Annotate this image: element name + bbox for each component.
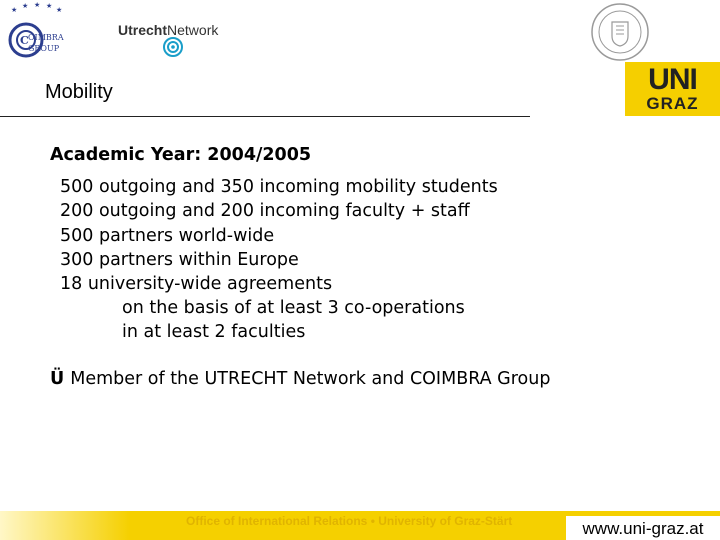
footer-bar [0,511,720,540]
svg-text:★: ★ [34,2,41,9]
membership-text: Member of the UTRECHT Network and COIMBRA Group [70,369,551,389]
svg-text:OIMBRA: OIMBRA [28,33,64,42]
sub-stat-line: on the basis of at least 3 co-operations [122,298,465,319]
university-seal-icon [590,2,650,62]
membership-line [50,369,550,389]
page-title: Mobility [45,81,113,103]
footer-url-box [566,516,720,540]
svg-text:GROUP: GROUP [28,44,60,53]
sub-stat-line: in at least 2 faculties [122,322,306,343]
academic-year-heading: Academic Year: 2004/2005 [50,145,312,165]
uni-graz-logo-line2: GRAZ [646,94,699,113]
arrow-icon: Ü [50,369,65,389]
stat-line: 300 partners within Europe [60,249,299,270]
stat-line: 500 outgoing and 350 incoming mobility students [60,177,498,198]
target-icon [162,36,184,58]
content-block [50,143,498,345]
svg-text:★: ★ [46,2,53,10]
stat-line: 500 partners world-wide [60,225,275,246]
title-divider [0,116,530,117]
svg-text:★: ★ [22,2,29,10]
utrecht-network-wordmark: UtrechtNetwork [118,22,219,38]
svg-text:★: ★ [11,6,18,14]
svg-text:★: ★ [56,6,63,14]
utrecht-network-logo [84,20,219,62]
website-link[interactable]: www.uni-graz.at [582,519,704,538]
stat-line: 200 outgoing and 200 incoming faculty + staff [60,201,470,222]
stat-line: 18 university-wide agreements [60,274,333,295]
uni-graz-logo [625,62,720,116]
footer-office-text: Office of International Relations • University of Graz-Stärt [186,514,513,528]
uni-graz-logo-line1: UNI [648,63,697,96]
coimbra-group-logo [4,2,68,62]
svg-text:C: C [20,34,29,47]
